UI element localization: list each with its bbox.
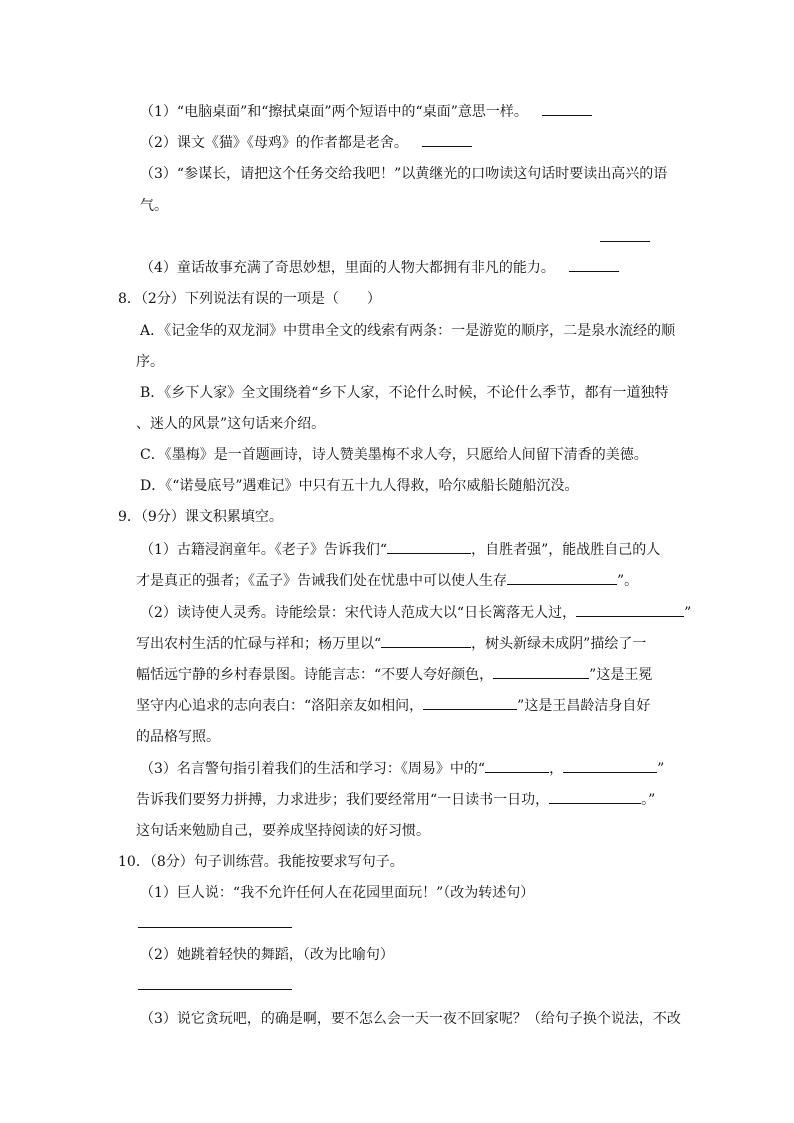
q10-title: 10．（8分）句子训练营。我能按要求写句子。 <box>118 854 404 870</box>
fill-blank[interactable] <box>423 697 517 710</box>
q7-statement-2: （2）课文《猫》《母鸡》的作者都是老舍。 <box>140 133 472 153</box>
q7-statement-3: （3）“参谋长，请把这个任务交给我吧！”以黄继光的口吻读这句话时要读出高兴的语 <box>140 166 668 182</box>
q8-option-a-cont: 序。 <box>136 354 164 370</box>
q7-statement-3-cont: 气。 <box>140 198 168 214</box>
fill-blank[interactable] <box>493 666 589 679</box>
fill-blank[interactable] <box>485 760 549 773</box>
q10-item-3: （3）说它贪玩吧，的确是啊，要不怎么会一天一夜不回家呢？（给句子换个说法，不改 <box>140 1011 681 1027</box>
q8-option-b[interactable]: B．《乡下人家》全文围绕着“乡下人家，不论什么时候，不论什么季节，都有一道独特 <box>140 385 669 401</box>
fill-blank[interactable] <box>507 572 617 585</box>
q9-part1-line1: （1）古籍浸润童年。《老子》告诉我们“ ，自胜者强”，能战胜自己的人 <box>140 542 661 558</box>
q9-part2-line2: 写出农村生活的忙碌与祥和；杨万里以“ ，树头新绿未成阴”描绘了一 <box>136 636 647 652</box>
answer-blank[interactable] <box>422 134 472 147</box>
q9-part3-line3: 这句话来勉励自己，要养成坚持阅读的好习惯。 <box>136 823 430 839</box>
q8-title: 8．（2分）下列说法有误的一项是（ ） <box>118 291 381 307</box>
q9-part2-line1: （2）读诗使人灵秀。诗能绘景：宋代诗人范成大以“日长篱落无人过， ” <box>140 605 692 621</box>
answer-blank[interactable] <box>569 259 619 272</box>
q10-item-2: （2）她跳着轻快的舞蹈，（改为比喻句） <box>140 947 394 963</box>
q9-part1-line2: 才是真正的强者；《孟子》告诫我们处在忧患中可以使人生存 ”。 <box>136 573 639 589</box>
q9-part2-line4: 坚守内心追求的志向表白：“洛阳亲友如相问， ”这是王昌龄洁身自好 <box>136 698 651 714</box>
q8-option-a[interactable]: A．《记金华的双龙洞》中贯串全文的线索有两条：一是游览的顺序，二是泉水流经的顺 <box>140 323 676 339</box>
q9-part3-line1: （3）名言警句指引着我们的生活和学习：《周易》中的“ ， ” <box>140 761 665 777</box>
q8-option-d[interactable]: D．《“诺曼底号”遇难记》中只有五十九人得救，哈尔威船长随船沉没。 <box>140 478 579 494</box>
q8-option-b-cont: 、迷人的风景”这句话来介绍。 <box>136 416 326 432</box>
q9-part2-line3: 幅恬远宁静的乡村春景图。诗能言志：“不要人夸好颜色， ”这是王冕 <box>136 667 653 683</box>
answer-blank[interactable] <box>600 241 650 242</box>
answer-line[interactable] <box>138 989 292 990</box>
q9-part3-line2: 告诉我们要努力拼搏，力求进步；我们要经常用“一日读书一日功， 。” <box>136 792 656 808</box>
fill-blank[interactable] <box>387 541 471 554</box>
q9-part2-line5: 的品格写照。 <box>136 729 220 745</box>
fill-blank[interactable] <box>576 604 684 617</box>
q7-statement-1: （1）“电脑桌面”和“擦拭桌面”两个短语中的“桌面”意思一样。 <box>140 102 592 122</box>
answer-line[interactable] <box>138 927 292 928</box>
fill-blank[interactable] <box>381 635 471 648</box>
answer-blank[interactable] <box>542 103 592 116</box>
q8-option-c[interactable]: C．《墨梅》是一首题画诗，诗人赞美墨梅不求人夸，只愿给人间留下清香的美德。 <box>140 447 648 463</box>
q10-item-1: （1）巨人说：“我不允许任何人在花园里面玩！”（改为转述句） <box>140 885 535 901</box>
q7-statement-4: （4）童话故事充满了奇思妙想，里面的人物大都拥有非凡的能力。 <box>140 258 619 278</box>
q9-title: 9．（9分）课文积累填空。 <box>118 509 283 525</box>
fill-blank[interactable] <box>563 760 657 773</box>
fill-blank[interactable] <box>549 791 641 804</box>
